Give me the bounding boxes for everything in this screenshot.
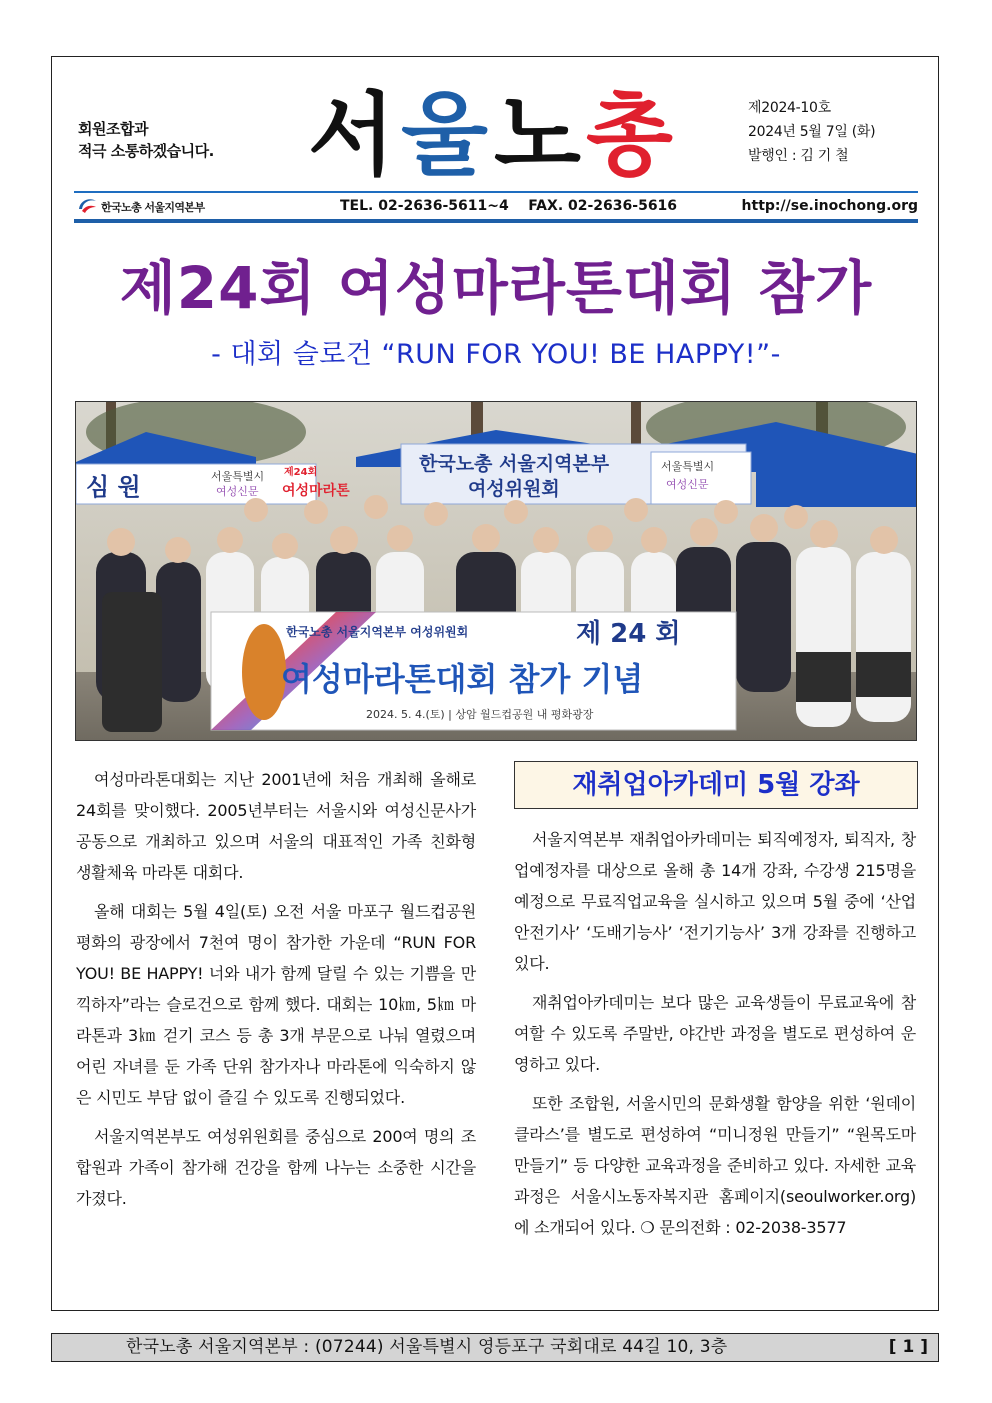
banner-edition: 제 24 회: [576, 619, 681, 649]
title-char-4: 총: [586, 83, 673, 188]
sidebar-article-title: 재취업아카데미 5월 강좌: [514, 761, 918, 809]
tent-banner-left: 심 원: [86, 473, 141, 501]
main-article-body: [76, 764, 476, 1222]
org-logo-icon: [76, 195, 98, 219]
tent-sponsor-2: 여성신문: [216, 485, 259, 498]
masthead-info-bar: [74, 191, 918, 223]
sidebar-paragraph: 재취업아카데미는 보다 많은 교육생들이 무료교육에 참여할 수 있도록 주말반, 야간반 과정을 별도로 편성하여 운영하고 있다.: [514, 993, 916, 1074]
tent-event-small: 제24회: [284, 467, 318, 478]
page-number: [ 1 ]: [888, 1337, 928, 1357]
sidebar-article-body: [514, 824, 916, 1251]
page-footer: [51, 1333, 939, 1362]
sidebar-paragraph: 또한 조합원, 서울시민의 문화생활 함양을 위한 ‘원데이 클라스’를 별도로 편성하여 “미니정원 만들기” “원목도마 만들기” 등 다양한 교육과정을 준비하고 있다. 자세한 교육과정은 서울시노동자복지관 홈페이지(seoulworker.org)에 소개되어 있다. ❍ 문의전화 : 02-2038-3577: [514, 1094, 916, 1237]
tent-event-big: 여성마라톤: [282, 483, 350, 499]
slogan-line-1: 회원조합과: [78, 120, 148, 138]
issue-number: 제2024-10호: [748, 100, 831, 116]
title-char-3: 노: [494, 83, 581, 188]
banner-title: 여성마라톤대회 참가 기념: [281, 660, 644, 698]
commemorative-banner: [211, 612, 736, 730]
article-paragraph: 여성마라톤대회는 지난 2001년에 처음 개최해 올해로 24회를 맞이했다. 2005년부터는 서울시와 여성신문사가 공동으로 개최하고 있으며 서울의 대표적인 가족 친화형 생활체육 마라톤 대회다.: [76, 770, 476, 882]
article-headline: 제24회 여성마라톤대회 참가: [119, 254, 873, 322]
article-subhead: - 대회 슬로건 “RUN FOR YOU! BE HAPPY!”-: [211, 339, 781, 370]
banner-org: 한국노총 서울지역본부 여성위원회: [286, 625, 469, 639]
tent-right-sponsor-1: 서울특별시: [661, 460, 715, 473]
website-link[interactable]: http://se.inochong.org: [741, 198, 918, 214]
issue-date: 2024년 5월 7일 (화): [748, 124, 876, 140]
org-logo: [76, 195, 205, 219]
tent-center-line-2: 여성위원회: [468, 478, 560, 500]
newspaper-title: [306, 64, 678, 190]
article-paragraph: 올해 대회는 5월 4일(토) 오전 서울 마포구 월드컵공원 평화의 광장에서 7천여 명이 참가한 가운데 “RUN FOR YOU! BE HAPPY! 너와 내가 함께 달릴 수 있는 기쁨을 만끽하자”라는 슬로건으로 함께 했다. 대회는 10㎞, 5㎞ 마라톤과 3㎞ 걷기 코스 등 총 3개 부문으로 나눠 열렸으며 어린 자녀를 둔 가족 단위 참가자나 마라톤에 익숙하지 않은 시민도 부담 없이 즐길 수 있도록 진행되었다.: [76, 902, 476, 1107]
article-paragraph: 서울지역본부도 여성위원회를 중심으로 200여 명의 조합원과 가족이 참가해 건강을 함께 나누는 소중한 시간을 가졌다.: [76, 1127, 476, 1208]
event-group-photo: [75, 401, 917, 741]
org-logo-text: 한국노총 서울지역본부: [101, 201, 205, 214]
tent-center-line-1: 한국노총 서울지역본부: [419, 453, 610, 475]
slogan-line-2: 적극 소통하겠습니다.: [78, 142, 214, 160]
issue-info: [748, 96, 875, 168]
masthead-slogan: [78, 118, 214, 162]
banner-footer: 2024. 5. 4.(토) | 상암 월드컵공원 내 평화광장: [366, 708, 594, 721]
publisher: 발행인 : 김 기 철: [748, 148, 849, 164]
contact-numbers: TEL. 02-2636-5611~4 FAX. 02-2636-5616: [340, 198, 678, 214]
title-char-2: 울: [401, 83, 488, 188]
footer-address: 한국노총 서울지역본부 : (07244) 서울특별시 영등포구 국회대로 44길 10, 3층: [126, 1337, 728, 1357]
title-char-1: 서: [308, 83, 395, 188]
tent-sponsor-1: 서울특별시: [211, 470, 265, 483]
tent-right-sponsor-2: 여성신문: [666, 478, 709, 491]
sidebar-paragraph: 서울지역본부 재취업아카데미는 퇴직예정자, 퇴직자, 창업예정자를 대상으로 올해 총 14개 강좌, 수강생 215명을 예정으로 무료직업교육을 실시하고 있으며 5월 중에 ‘산업안전기사’ ‘도배기능사’ ‘전기기능사’ 3개 강좌를 진행하고 있다.: [514, 830, 916, 973]
